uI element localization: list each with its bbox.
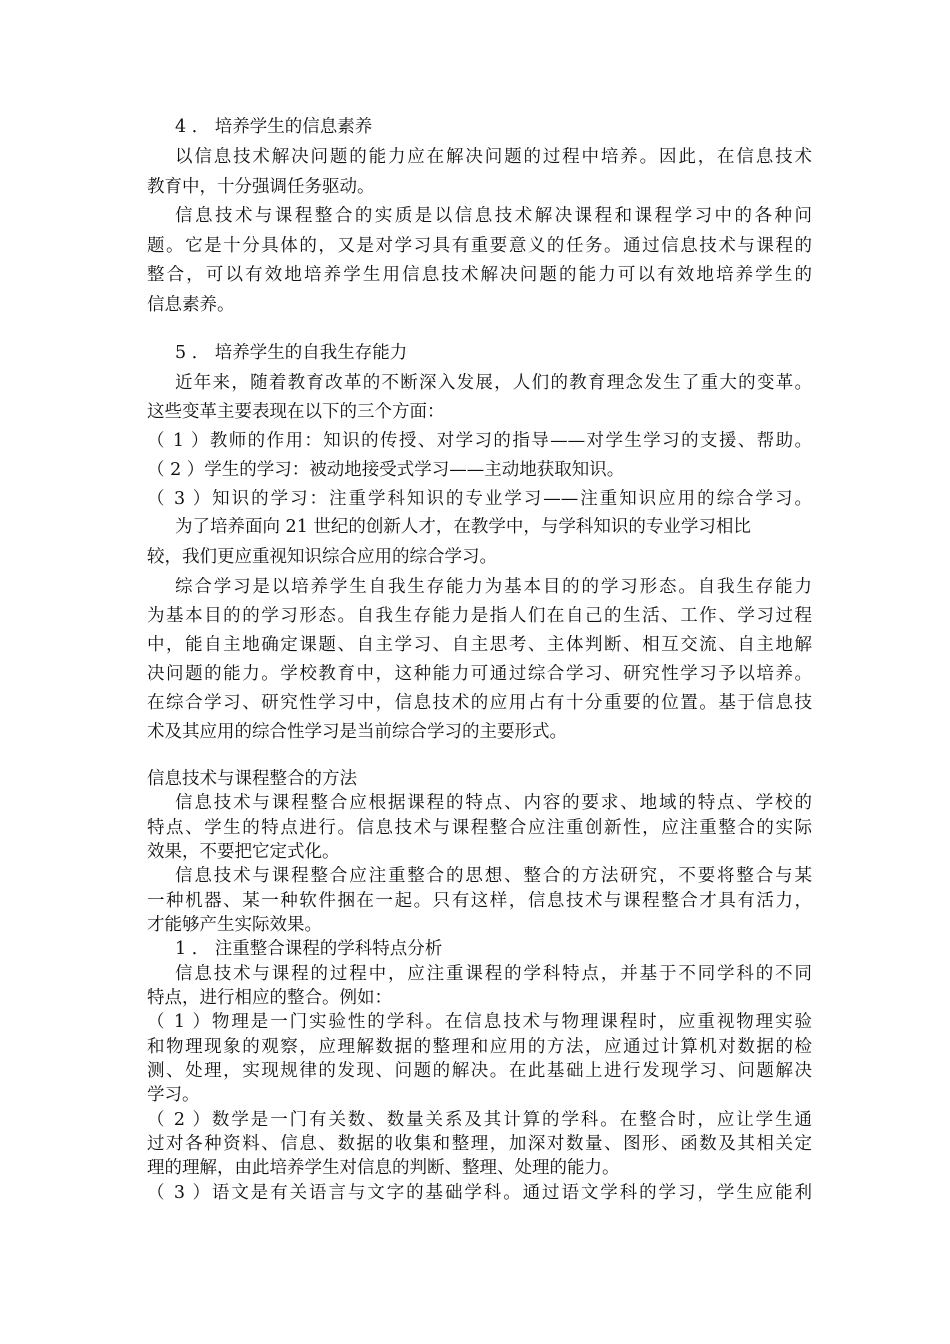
paragraph-line: 信息技术与课程整合的实质是以信息技术解决课程和课程学习中的各种问	[175, 206, 812, 226]
list-item: （ 1 ）物理是一门实验性的学科。在信息技术与物理课程时，应重视物理实验	[147, 1012, 812, 1032]
paragraph-line: 教育中，十分强调任务驱动。	[147, 177, 375, 197]
paragraph-line: 特点，进行相应的整合。例如：	[147, 988, 392, 1008]
paragraph-line: 中，能自主地确定课题、自主学习、自主思考、主体判断、相互交流、自主地解	[147, 635, 812, 655]
paragraph-line: 这些变革主要表现在以下的三个方面：	[147, 402, 445, 422]
paragraph-line: 特点、学生的特点进行。信息技术与课程整合应注重创新性，应注重整合的实际	[147, 818, 812, 838]
paragraph-line: 较，我们更应重视知识综合应用的综合学习。	[147, 547, 497, 567]
section-title: 信息技术与课程整合的方法	[147, 769, 357, 789]
section-5-heading: 5 ． 培养学生的自我生存能力	[175, 343, 408, 363]
paragraph-line: 效果，不要把它定式化。	[147, 842, 340, 862]
paragraph-line: 信息素养。	[147, 295, 235, 315]
paragraph-line: 整合，可以有效地培养学生用信息技术解决问题的能力可以有效地培养学生的	[147, 265, 812, 285]
paragraph-line: 以信息技术解决问题的能力应在解决问题的过程中培养。因此，在信息技术	[175, 147, 812, 167]
list-item: （ 3 ）知识的学习：注重学科知识的专业学习——注重知识应用的综合学习。	[147, 489, 812, 509]
paragraph-line: 信息技术与课程整合应注重整合的思想、整合的方法研究，不要将整合与某	[175, 866, 812, 886]
paragraph-line: 信息技术与课程的过程中，应注重课程的学科特点，并基于不同学科的不同	[175, 964, 812, 984]
paragraph-line: 综合学习是以培养学生自我生存能力为基本目的的学习形态。自我生存能力	[175, 577, 812, 597]
list-item: 过对各种资料、信息、数据的收集和整理，加深对数量、图形、函数及其相关定	[147, 1134, 812, 1154]
subsection-heading: 1 ． 注重整合课程的学科特点分析	[175, 939, 443, 959]
paragraph-line: 术及其应用的综合性学习是当前综合学习的主要形式。	[147, 722, 567, 742]
list-item: 学习。	[147, 1085, 200, 1105]
list-item: 和物理现象的观察，应理解数据的整理和应用的方法，应通过计算机对数据的检	[147, 1037, 812, 1057]
paragraph-line: 在综合学习、研究性学习中，信息技术的应用占有十分重要的位置。基于信息技	[147, 693, 812, 713]
paragraph-line: 题。它是十分具体的，又是对学习具有重要意义的任务。通过信息技术与课程的	[147, 236, 812, 256]
paragraph-line: 一种机器、某一种软件捆在一起。只有这样，信息技术与课程整合才具有活力，	[147, 891, 812, 911]
paragraph-line: 为基本目的的学习形态。自我生存能力是指人们在自己的生活、工作、学习过程	[147, 606, 812, 626]
paragraph-line: 决问题的能力。学校教育中，这种能力可通过综合学习、研究性学习予以培养。	[147, 664, 812, 684]
paragraph-line: 为了培养面向 21 世纪的创新人才，在教学中，与学科知识的专业学习相比	[175, 517, 751, 537]
list-item: （ 2 ）数学是一门有关数、数量关系及其计算的学科。在整合时，应让学生通	[147, 1110, 812, 1130]
list-item: 测、处理，实现规律的发现、问题的解决。在此基础上进行发现学习、问题解决	[147, 1061, 812, 1081]
list-item: （ 2 ）学生的学习：被动地接受式学习——主动地获取知识。	[147, 460, 625, 480]
list-item: （ 1 ）教师的作用：知识的传授、对学习的指导——对学生学习的支援、帮助。	[147, 431, 812, 451]
section-4-heading: 4 ． 培养学生的信息素养	[175, 117, 373, 137]
paragraph-line: 才能够产生实际效果。	[147, 915, 322, 935]
list-item: 理的理解，由此培养学生对信息的判断、整理、处理的能力。	[147, 1158, 620, 1178]
list-item: （ 3 ）语文是有关语言与文字的基础学科。通过语文学科的学习，学生应能利	[147, 1183, 812, 1203]
paragraph-line: 信息技术与课程整合应根据课程的特点、内容的要求、地域的特点、学校的	[175, 793, 812, 813]
paragraph-line: 近年来，随着教育改革的不断深入发展，人们的教育理念发生了重大的变革。	[175, 373, 812, 393]
